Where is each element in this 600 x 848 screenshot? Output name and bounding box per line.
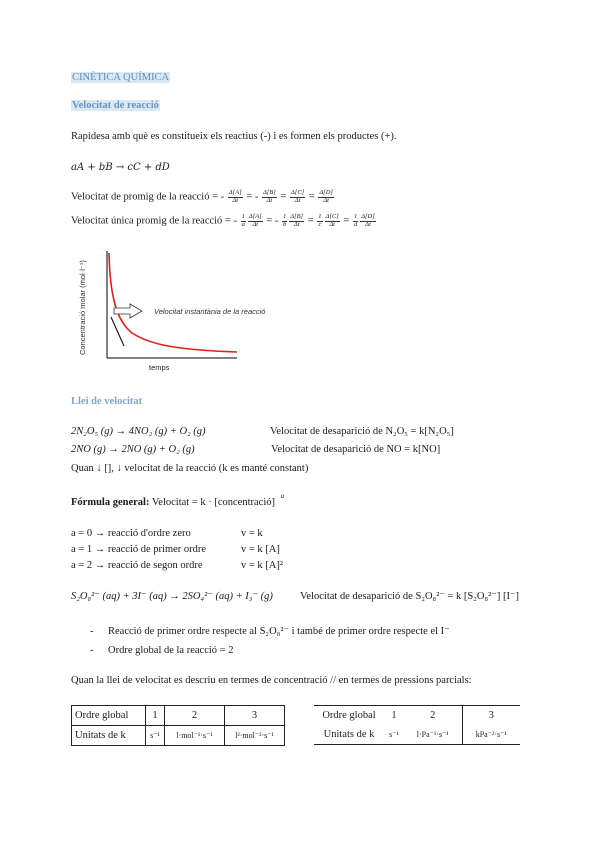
bullet-dash: - [90, 626, 94, 637]
document-title: CINÈTICA QUÍMICA [72, 72, 170, 83]
reaction-1: 2N₂O₅ (g) → 4NO₂ (g) + O₂ (g) [71, 426, 206, 437]
table-cell: s⁻¹ [146, 726, 165, 746]
fraction: $\frac{\Delta[A]}{\Delta t}$ [228, 189, 242, 204]
table-row [72, 706, 285, 726]
arrow-icon [114, 304, 142, 318]
concentration-curve [109, 253, 237, 352]
table-cell: kPa⁻²·s⁻¹ [462, 725, 520, 745]
order-two-rate: v = k [A]² [241, 560, 284, 571]
average-rate-line: Velocitat de promig de la reacció = - $\frac{\Delta[A]}{\Delta t}$ = - $\frac{\Delta[B]}{\Delta t}$ = $\frac{\Delta[C]}{\Delta t}$ = $\frac{\Delta[D]}{\Delta t}$ [71, 189, 333, 204]
bullet-item: Ordre global de la reacció = 2 [108, 645, 234, 656]
y-axis-label: Concentració molar (mol·l⁻¹) [78, 260, 87, 355]
reaction-2-rate: Velocitat de desaparició de NO = k[NO] [271, 444, 441, 455]
tables-intro: Quan la llei de velocitat es descriu en termes de concentració // en termes de pressions parcials: [71, 675, 472, 686]
units-table-concentration [71, 705, 285, 746]
table-cell: l²·mol⁻²·s⁻¹ [225, 726, 285, 746]
order-one-rate: v = k [A] [241, 544, 280, 555]
general-equation: aA + bB → cC + dD [71, 162, 170, 173]
table-cell: Unitats de k [314, 725, 384, 745]
table-cell: 1 [146, 706, 165, 726]
order-two: a = 2 → reacció de segon ordre [71, 560, 203, 571]
section-heading-velocitat: Velocitat de reacció [72, 100, 159, 111]
table-row [314, 725, 520, 745]
order-one: a = 1 → reacció de primer ordre [71, 544, 207, 555]
general-formula: Fórmula general: Velocitat = k · [concentració] $^a$ [71, 492, 285, 508]
order-zero-rate: v = k [241, 528, 263, 539]
table-cell: l·mol⁻¹·s⁻¹ [165, 726, 225, 746]
table-cell: s⁻¹ [384, 725, 404, 745]
reaction-1-rate: Velocitat de desaparició de N₂O₅ = k[N₂O₅] [270, 426, 454, 437]
table-cell: 3 [462, 706, 520, 726]
table-cell: l·Pa⁻¹·s⁻¹ [404, 725, 462, 745]
intro-text: Rapidesa amb què es constitueix els reactius (-) i es formen els productes (+). [71, 131, 397, 142]
table-cell: Ordre global [314, 706, 384, 726]
bullet-dash: - [90, 645, 94, 656]
reaction-2: 2NO (g) → 2NO (g) + O₂ (g) [71, 444, 195, 455]
table-cell: 3 [225, 706, 285, 726]
table-cell: Ordre global [72, 706, 146, 726]
table-cell: 1 [384, 706, 404, 726]
table-cell: 2 [404, 706, 462, 726]
table-row [314, 706, 520, 726]
x-axis-label: temps [149, 363, 170, 372]
reaction-3-rate: Velocitat de desaparició de S₂O₈²⁻ = k [S₂O₈²⁻] [I⁻] [300, 591, 520, 602]
concentration-time-figure [72, 243, 292, 378]
table-cell: 2 [165, 706, 225, 726]
reaction-3: S₂O₈²⁻ (aq) + 3I⁻ (aq) → 2SO₄²⁻ (aq) + I₃⁻ (g) [71, 591, 273, 602]
unique-rate-line: Velocitat única promig de la reacció = - $\frac{1}{a}$ $\frac{\Delta[A]}{\Delta t}$ = - $\frac{1}{b}$ $\frac{\Delta[B]}{\Delta t}$ = $\frac{1}{c}$ $\frac{\Delta[C]}{\Delta t}$ = $\frac{1}{d}$ $\frac{\Delta[D]}{\Delta t}$ [71, 213, 375, 228]
fraction: $\frac{\Delta[C]}{\Delta t}$ [290, 189, 305, 204]
section-heading-llei: Llei de velocitat [71, 396, 143, 407]
fraction: $\frac{\Delta[B]}{\Delta t}$ [262, 189, 276, 204]
table-cell: Unitats de k [72, 726, 146, 746]
units-table-pressure [314, 705, 520, 745]
order-zero: a = 0 → reacció d'ordre zero [71, 528, 191, 539]
rate-note: Quan ↓ [], ↓ velocitat de la reacció (k es manté constant) [71, 463, 309, 474]
fraction: $\frac{\Delta[D]}{\Delta t}$ [319, 189, 333, 204]
bullet-item: Reacció de primer ordre respecte al S₂O₈²⁻ i també de primer ordre respecte el I⁻ [108, 626, 450, 637]
table-row [72, 726, 285, 746]
annotation-label: Velocitat instantània de la reacció [154, 307, 266, 316]
